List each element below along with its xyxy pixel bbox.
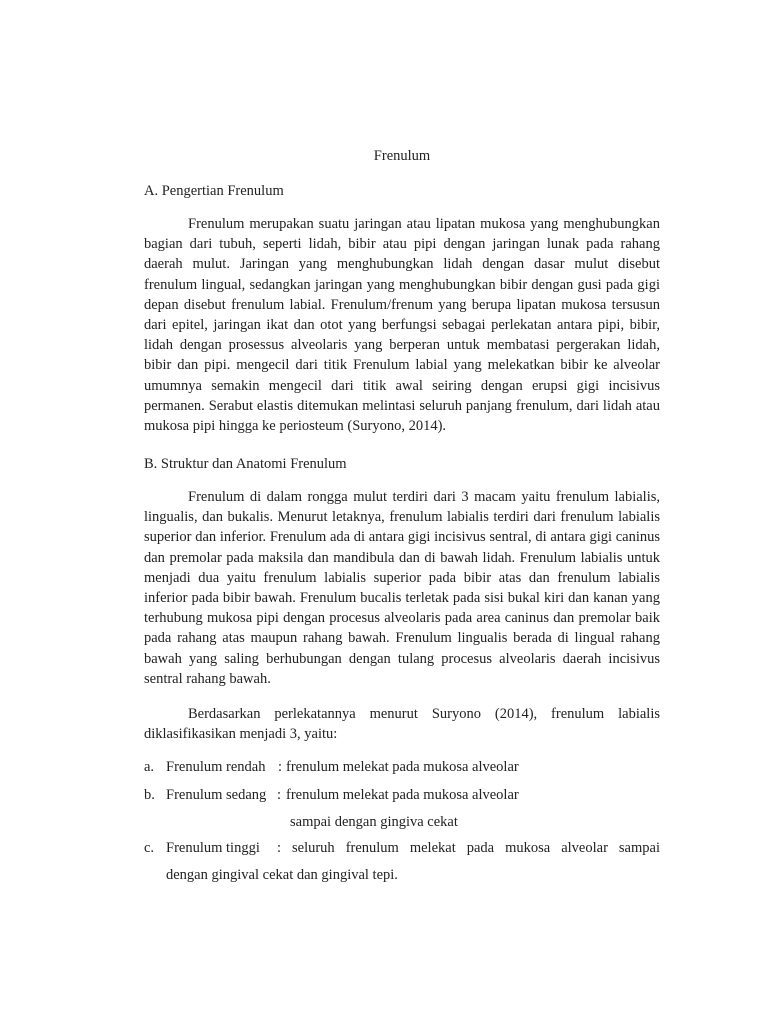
list-marker: c. — [144, 840, 155, 856]
list-term: Frenulum rendah — [166, 759, 266, 775]
list-colon: : — [278, 759, 283, 775]
list-item — [144, 757, 660, 777]
section-b-heading: B. Struktur dan Anatomi Frenulum — [144, 456, 347, 472]
list-definition: frenulum melekat pada mukosa alveolar — [286, 787, 519, 803]
section-a-heading: A. Pengertian Frenulum — [144, 183, 284, 199]
list-continuation: dengan gingival cekat dan gingival tepi. — [166, 867, 398, 883]
list-item — [144, 785, 660, 805]
list-marker: b. — [144, 787, 155, 803]
list-term: Frenulum tinggi — [166, 840, 260, 856]
section-b-paragraph-2: Berdasarkan perlekatannya menurut Suryono (2014), frenulum labialis diklasifikasikan menjadi 3, yaitu: — [144, 706, 660, 743]
list-colon: : — [277, 787, 282, 803]
list-continuation: sampai dengan gingiva cekat — [290, 814, 458, 830]
list-definition: frenulum melekat pada mukosa alveolar — [286, 759, 519, 775]
section-b-paragraph-1: Frenulum di dalam rongga mulut terdiri dari 3 macam yaitu frenulum labialis, lingualis, dan bukalis. Menurut letaknya, frenulum labialis terdiri dari frenulum labialis superior dan inferior. Frenulum ada di antara gigi incisivus sentral, di antara gigi caninus dan premolar pada maksila dan mandibula dan di bawah lidah. Frenulum labialis untuk menjadi dua yaitu frenulum labialis superior pada bibir atas dan frenulum labialis inferior pada bibir bawah. Frenulum bucalis terletak pada sisi bukal kiri dan kanan yang terhubung mukosa pipi dengan procesus alveolaris pada area caninus dan premolar baik pada rahang atas maupun rahang bawah. Frenulum lingualis berada di lingual rahang bawah yang saling berhubungan dengan tulang procesus alveolaris daerah incisivus sentral rahang bawah. — [144, 489, 660, 687]
list-marker: a. — [144, 759, 155, 775]
list-term: Frenulum sedang — [166, 787, 267, 803]
section-a-paragraph: Frenulum merupakan suatu jaringan atau lipatan mukosa yang menghubungkan bagian dari tubuh, seperti lidah, bibir atau pipi dengan jaringan lunak pada rahang daerah mulut. Jaringan yang menghubungkan lidah dengan dasar mulut disebut frenulum lingual, sedangkan jaringan yang menghubungkan bibir dengan gusi pada gigi depan disebut frenulum labial. Frenulum/frenum yang berupa lipatan mukosa tersusun dari epitel, jaringan ikat dan otot yang berfungsi sebagai perlekatan antara pipi, bibir, lidah dengan prosessus alveolaris yang berperan untuk membatasi pergerakan lidah, bibir dan pipi. mengecil dari titik Frenulum labial yang melekatkan bibir ke alveolar umumnya semakin mengecil dari titik awal seiring dengan erupsi gigi incisivus permanen. Serabut elastis ditemukan melintasi seluruh panjang frenulum, dari lidah atau mukosa pipi hingga ke periosteum (Suryono, 2014). — [144, 216, 660, 435]
list-colon: : — [277, 840, 282, 856]
document-title: Frenulum — [373, 148, 431, 164]
list-definition: seluruh frenulum melekat pada mukosa alveolar sampai — [292, 840, 660, 856]
